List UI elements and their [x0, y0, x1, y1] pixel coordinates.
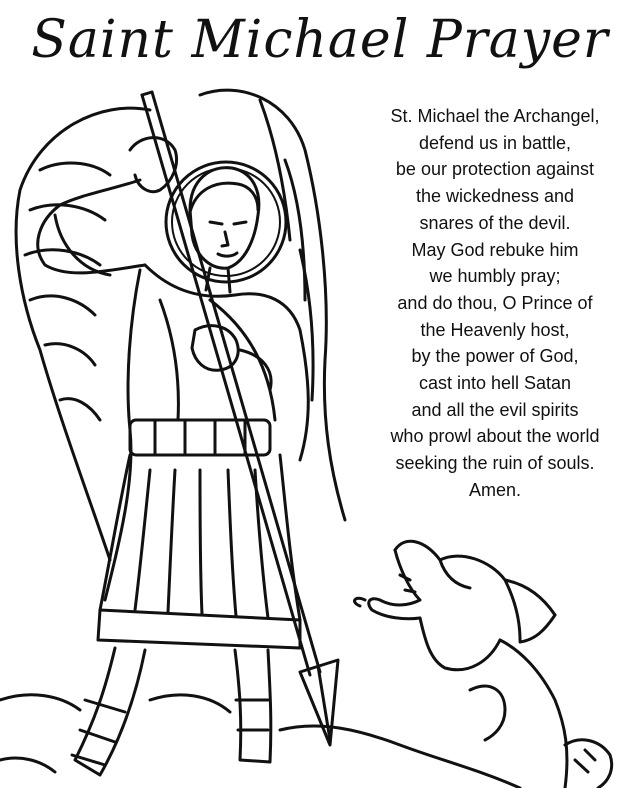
prayer-line: seeking the ruin of souls.: [395, 453, 595, 474]
prayer-line: cast into hell Satan: [418, 373, 572, 394]
angel-head: [190, 168, 259, 292]
prayer-line: St. Michael the Archangel,: [390, 106, 600, 126]
prayer-line: snares of the devil.: [419, 212, 571, 233]
prayer-line: Amen.: [468, 479, 522, 500]
prayer-line: the Heavenly host,: [420, 319, 570, 340]
halo: [166, 162, 286, 282]
holding-hand: [192, 326, 271, 390]
angel-legs: [72, 648, 271, 775]
prayer-line: the wickedness and: [415, 186, 575, 207]
prayer-line: by the power of God,: [411, 346, 579, 367]
prayer-line: we humbly pray;: [429, 266, 561, 287]
prayer-line: and all the evil spirits: [411, 399, 579, 420]
prayer-text: [360, 103, 630, 504]
angel-robe: [98, 265, 308, 648]
prayer-line: and do thou, O Prince of: [397, 292, 593, 313]
raised-arm: [38, 138, 177, 275]
dragon: [355, 541, 612, 788]
prayer-line: who prowl about the world: [390, 426, 600, 447]
prayer-line: May God rebuke him: [411, 239, 579, 260]
page-title: Saint Michael Prayer: [31, 10, 609, 70]
prayer-line: defend us in battle,: [418, 132, 572, 153]
prayer-line: be our protection against: [395, 159, 595, 180]
ground: [0, 695, 520, 788]
